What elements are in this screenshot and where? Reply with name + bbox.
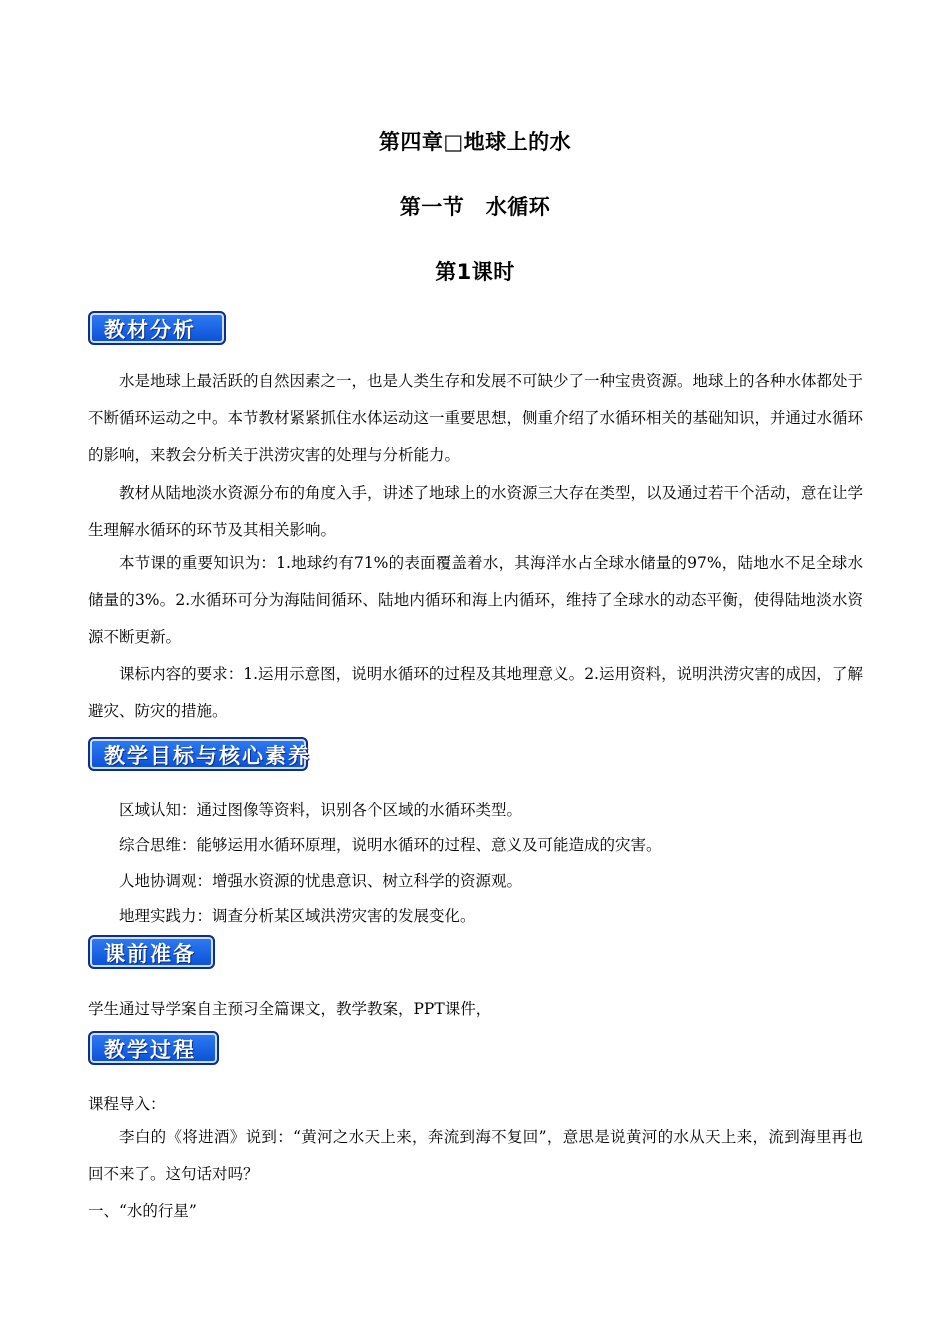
- objective-item: 区域认知：通过图像等资料，识别各个区域的水循环类型。: [119, 801, 523, 819]
- analysis-paragraph-3: 本节课的重要知识为：1.地球约有71%的表面覆盖着水，其海洋水占全球水储量的97%，陆地水不足全球水储量的3%。2.水循环可分为海陆间循环、陆地内循环和海上内循环，维持了全球水的动态平衡，使得陆地淡水资源不断更新。: [88, 554, 863, 646]
- analysis-paragraph-1: 水是地球上最活跃的自然因素之一，也是人类生存和发展不可缺少了一种宝贵资源。地球上的各种水体都处于不断循环运动之中。本节教材紧紧抓住水体运动这一重要思想，侧重介绍了水循环相关的基础知识，并通过水循环的影响，来教会分析关于洪涝灾害的处理与分析能力。: [88, 372, 864, 464]
- analysis-badge: 教材分析: [88, 311, 226, 345]
- objective-item: 人地协调观：增强水资源的忧患意识、树立科学的资源观。: [119, 872, 523, 890]
- preparation-badge: 课前准备: [88, 935, 215, 969]
- objective-item: 综合思维：能够运用水循环原理，说明水循环的过程、意义及可能造成的灾害。: [119, 836, 662, 854]
- chapter-title: 第四章□地球上的水: [378, 130, 572, 154]
- process-badge: 教学过程: [88, 1031, 219, 1065]
- preparation-text: 学生通过导学案自主预习全篇课文，教学教案，PPT课件，: [88, 1000, 492, 1018]
- objectives-badge: 教学目标与核心素养: [88, 737, 308, 771]
- section-title: 第一节 水循环: [399, 195, 551, 219]
- intro-text: 李白的《将进酒》说到：“黄河之水天上来，奔流到海不复回”，意思是说黄河的水从天上来，流到海里再也回不来了。这句话对吗？: [88, 1128, 863, 1183]
- intro-label: 课程导入：: [88, 1095, 166, 1113]
- objective-item: 地理实践力：调查分析某区域洪涝灾害的发展变化。: [119, 907, 476, 925]
- section-heading-1: 一、“水的行星”: [88, 1202, 197, 1220]
- analysis-paragraph-2: 教材从陆地淡水资源分布的角度入手，讲述了地球上的水资源三大存在类型，以及通过若干个活动，意在让学生理解水循环的环节及其相关影响。: [88, 484, 864, 539]
- lesson-title: 第1课时: [435, 260, 515, 284]
- analysis-paragraph-4: 课标内容的要求：1.运用示意图，说明水循环的过程及其地理意义。2.运用资料，说明洪涝灾害的成因，了解避灾、防灾的措施。: [88, 665, 863, 720]
